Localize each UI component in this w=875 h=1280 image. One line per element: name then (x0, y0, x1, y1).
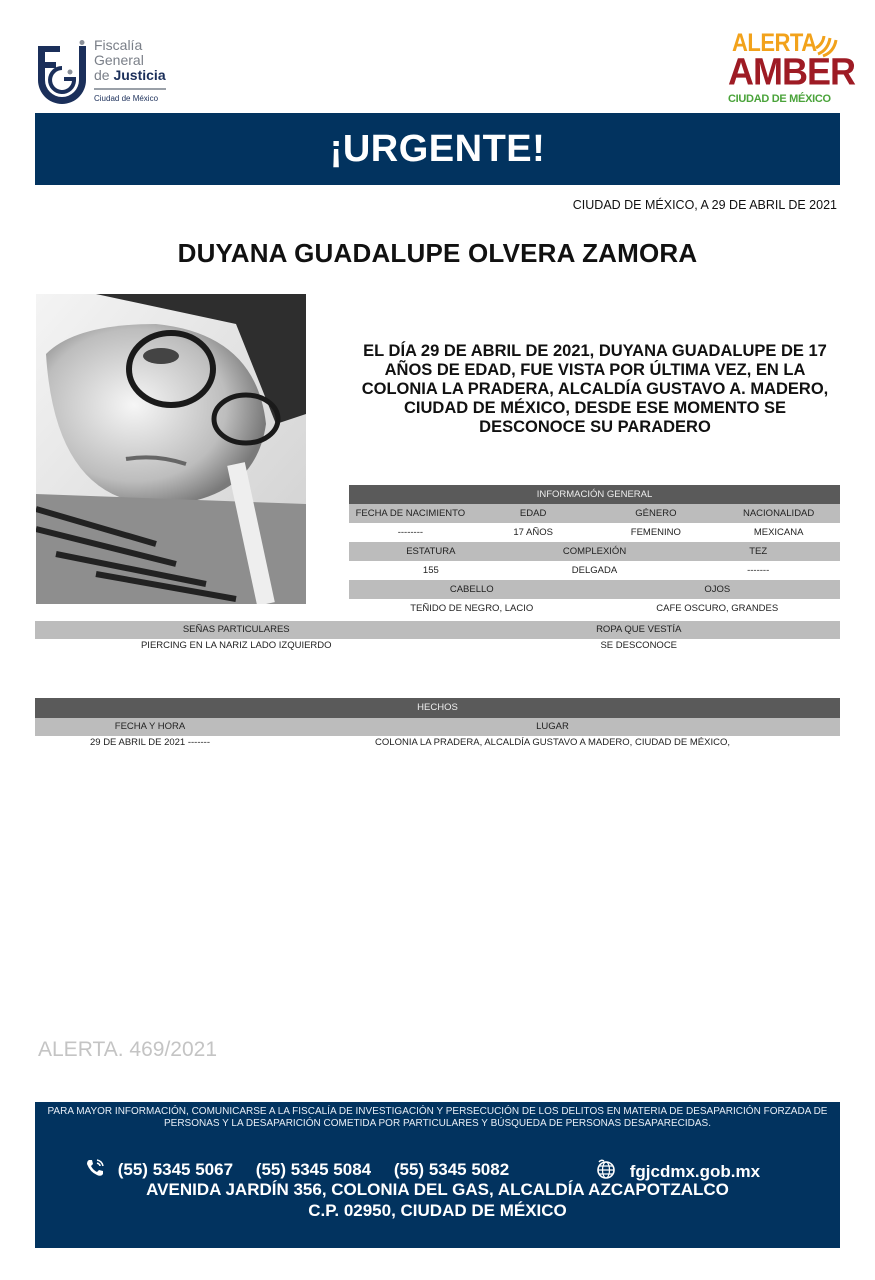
fgj-divider (94, 88, 166, 90)
value-estatura: 155 (422, 565, 439, 576)
info-row3-headers (349, 580, 840, 599)
fgj-logo-text (94, 38, 166, 83)
value-lugar: COLONIA LA PRADERA, ALCALDÍA GUSTAVO A MADERO, CIUDAD DE MÉXICO, (375, 737, 730, 748)
value-fecha-hora: 29 DE ABRIL DE 2021 ------- (89, 737, 211, 748)
footer-note: PARA MAYOR INFORMACIÓN, COMUNICARSE A LA FISCALÍA DE INVESTIGACIÓN Y PERSECUCIÓN DE LOS DELITOS EN MATERIA DE DESAPARICIÓN FORZADA DE PERSONAS Y LA DESAPARICIÓN COMETIDA POR PARTICULARES Y BÚSQUEDA DE PERSONAS DESAPARECIDAS. (47, 1106, 828, 1129)
fgj-logo (36, 34, 176, 106)
value-genero: FEMENINO (630, 527, 681, 538)
address-line1: AVENIDA JARDÍN 356, COLONIA DEL GAS, ALCALDÍA AZCAPOTZALCO (146, 1180, 729, 1199)
header-fecha-nacimiento: FECHA DE NACIMIENTO (355, 508, 466, 519)
header-lugar: LUGAR (536, 721, 569, 732)
dateline: CIUDAD DE MÉXICO, A 29 DE ABRIL DE 2021 (572, 198, 837, 212)
value-senas-particulares: PIERCING EN LA NARIZ LADO IZQUIERDO (140, 640, 332, 651)
person-name: DUYANA GUADALUPE OLVERA ZAMORA (177, 238, 698, 268)
header-genero: GÉNERO (635, 508, 677, 519)
hechos-headers (35, 718, 840, 736)
header-tez: TEZ (749, 546, 768, 557)
fgj-emblem-icon (36, 40, 88, 104)
amber-line1: ALERTA (732, 28, 817, 57)
website (595, 1158, 760, 1182)
value-tez: ------- (747, 565, 770, 576)
info-row1-headers (349, 504, 840, 523)
info-row1-values (349, 523, 840, 542)
value-nacionalidad: MEXICANA (753, 527, 804, 538)
amber-line3: CIUDAD DE MÉXICO (728, 93, 831, 105)
info-general-title-row (349, 485, 840, 504)
phone-number-3[interactable]: (55) 5345 5082 (393, 1160, 510, 1179)
info-row3-values (349, 599, 840, 618)
value-fecha-nacimiento: -------- (397, 527, 424, 538)
header-fecha-hora: FECHA Y HORA (114, 721, 186, 732)
header-ropa: ROPA QUE VESTÍA (596, 624, 682, 635)
senas-headers (35, 621, 840, 639)
fgj-city: Ciudad de México (94, 94, 159, 103)
value-ojos: CAFE OSCURO, GRANDES (656, 603, 779, 614)
disappearance-narrative: EL DÍA 29 DE ABRIL DE 2021, DUYANA GUADALUPE DE 17 AÑOS DE EDAD, FUE VISTA POR ÚLTIMA VEZ, EN LA COLONIA LA PRADERA, ALCALDÍA GUSTAVO A. MADERO, CIUDAD DE MÉXICO, DESDE ESE MOMENTO SE DESCONOCE SU PARADERO (361, 342, 829, 436)
header-complexion: COMPLEXIÓN (562, 546, 627, 557)
value-complexion: DELGADA (571, 565, 618, 576)
website-link[interactable]: fgjcdmx.gob.mx (629, 1162, 761, 1181)
value-cabello: TEÑIDO DE NEGRO, LACIO (410, 603, 534, 614)
urgent-banner: ¡URGENTE! (35, 113, 840, 185)
globe-icon (595, 1158, 617, 1180)
alert-number: ALERTA. 469/2021 (38, 1038, 218, 1061)
phone-number-1[interactable]: (55) 5345 5067 (117, 1160, 234, 1179)
portrait-image (36, 294, 306, 604)
fgj-line2: General (94, 52, 144, 68)
header-ojos: OJOS (704, 584, 731, 595)
contact-footer (35, 1102, 840, 1248)
alerta-amber-logo (724, 28, 855, 110)
fgj-line1: Fiscalía (94, 37, 143, 53)
hechos-values (35, 736, 840, 752)
senas-values (35, 639, 840, 655)
address-line2: C.P. 02950, CIUDAD DE MÉXICO (308, 1201, 567, 1220)
header-nacionalidad: NACIONALIDAD (742, 508, 815, 519)
header-estatura: ESTATURA (406, 546, 456, 557)
phone-number-2[interactable]: (55) 5345 5084 (255, 1160, 372, 1179)
hechos-title: HECHOS (417, 702, 458, 713)
header-senas-particulares: SEÑAS PARTICULARES (182, 624, 290, 635)
hechos-title-row (35, 698, 840, 718)
info-row2-values (349, 561, 840, 580)
info-general-title: INFORMACIÓN GENERAL (536, 489, 653, 500)
value-ropa: SE DESCONOCE (600, 640, 678, 651)
amber-line2: AMBER (728, 49, 855, 93)
header-edad: EDAD (519, 508, 547, 519)
fgj-line3-bold: Justicia (113, 67, 166, 83)
fgj-line3-prefix: de (94, 67, 114, 83)
value-edad: 17 AÑOS (513, 527, 553, 538)
phone-icon (85, 1158, 105, 1178)
header-cabello: CABELLO (449, 584, 494, 595)
person-photo (36, 294, 306, 604)
info-row2-headers (349, 542, 840, 561)
phone-list (85, 1158, 527, 1180)
